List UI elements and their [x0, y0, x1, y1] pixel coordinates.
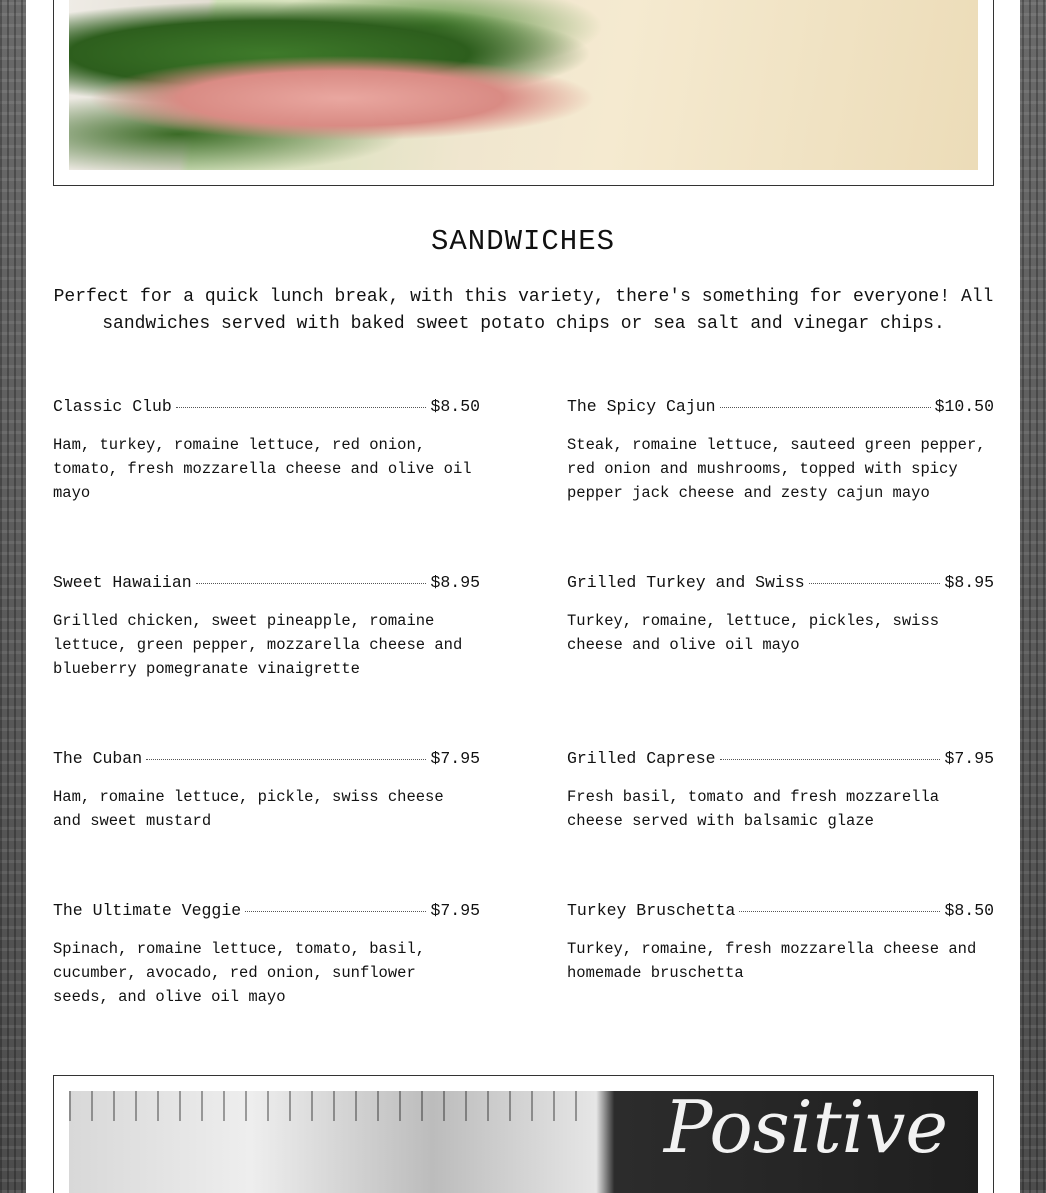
item-name: Grilled Caprese [567, 749, 716, 768]
item-price: $7.95 [944, 749, 994, 768]
sandwich-photo [69, 0, 978, 170]
item-name: Turkey Bruschetta [567, 901, 736, 920]
item-price: $7.95 [430, 901, 480, 920]
item-price: $10.50 [934, 397, 994, 416]
menu-item [53, 397, 480, 505]
item-name: The Ultimate Veggie [53, 901, 242, 920]
dot-leader [809, 583, 941, 584]
sandwich-photo-frame [53, 0, 994, 186]
menu-item [567, 573, 994, 657]
cup-lid [69, 1091, 596, 1121]
item-description: Steak, romaine lettuce, sauteed green pepper, red onion and mushrooms, topped with spicy pepper jack cheese and zesty cajun mayo [567, 436, 986, 502]
dot-leader [720, 407, 931, 408]
section-intro: Perfect for a quick lunch break, with this variety, there's something for everyone! All sandwiches served with baked sweet potato chips or sea salt and vinegar chips. [53, 287, 994, 334]
dot-leader [739, 911, 940, 912]
dot-leader [245, 911, 426, 912]
item-name: The Cuban [53, 749, 143, 768]
item-price: $8.95 [944, 573, 994, 592]
item-name: The Spicy Cajun [567, 397, 716, 416]
menu-page [26, 0, 1020, 1193]
drink-photo-frame [53, 1075, 994, 1193]
item-name: Classic Club [53, 397, 172, 416]
drink-photo [69, 1091, 978, 1193]
dot-leader [176, 407, 427, 408]
item-description: Ham, turkey, romaine lettuce, red onion, tomato, fresh mozzarella cheese and olive oil mayo [53, 436, 472, 502]
item-description: Grilled chicken, sweet pineapple, romaine lettuce, green pepper, mozzarella cheese and blueberry pomegranate vinaigrette [53, 612, 463, 678]
menu-item [567, 749, 994, 833]
item-name: Sweet Hawaiian [53, 573, 192, 592]
item-price: $8.50 [430, 397, 480, 416]
dot-leader [720, 759, 941, 760]
dot-leader [146, 759, 426, 760]
menu-item [53, 573, 480, 681]
item-description: Turkey, romaine, fresh mozzarella cheese and homemade bruschetta [567, 940, 977, 982]
item-description: Turkey, romaine, lettuce, pickles, swiss cheese and olive oil mayo [567, 612, 940, 654]
item-description: Spinach, romaine lettuce, tomato, basil, cucumber, avocado, red onion, sunflower seeds, and olive oil mayo [53, 940, 426, 1006]
menu-item [53, 749, 480, 833]
item-name: Grilled Turkey and Swiss [567, 573, 805, 592]
item-description: Fresh basil, tomato and fresh mozzarella cheese served with balsamic glaze [567, 788, 940, 830]
menu-item [567, 397, 994, 505]
item-price: $7.95 [430, 749, 480, 768]
item-price: $8.50 [944, 901, 994, 920]
item-price: $8.95 [430, 573, 480, 592]
menu-item [53, 901, 480, 1009]
menu-item [567, 901, 994, 985]
item-description: Ham, romaine lettuce, pickle, swiss cheese and sweet mustard [53, 788, 444, 830]
section-title: SANDWICHES [430, 225, 616, 258]
chalkboard-text: Positive [663, 1091, 948, 1169]
dot-leader [196, 583, 427, 584]
